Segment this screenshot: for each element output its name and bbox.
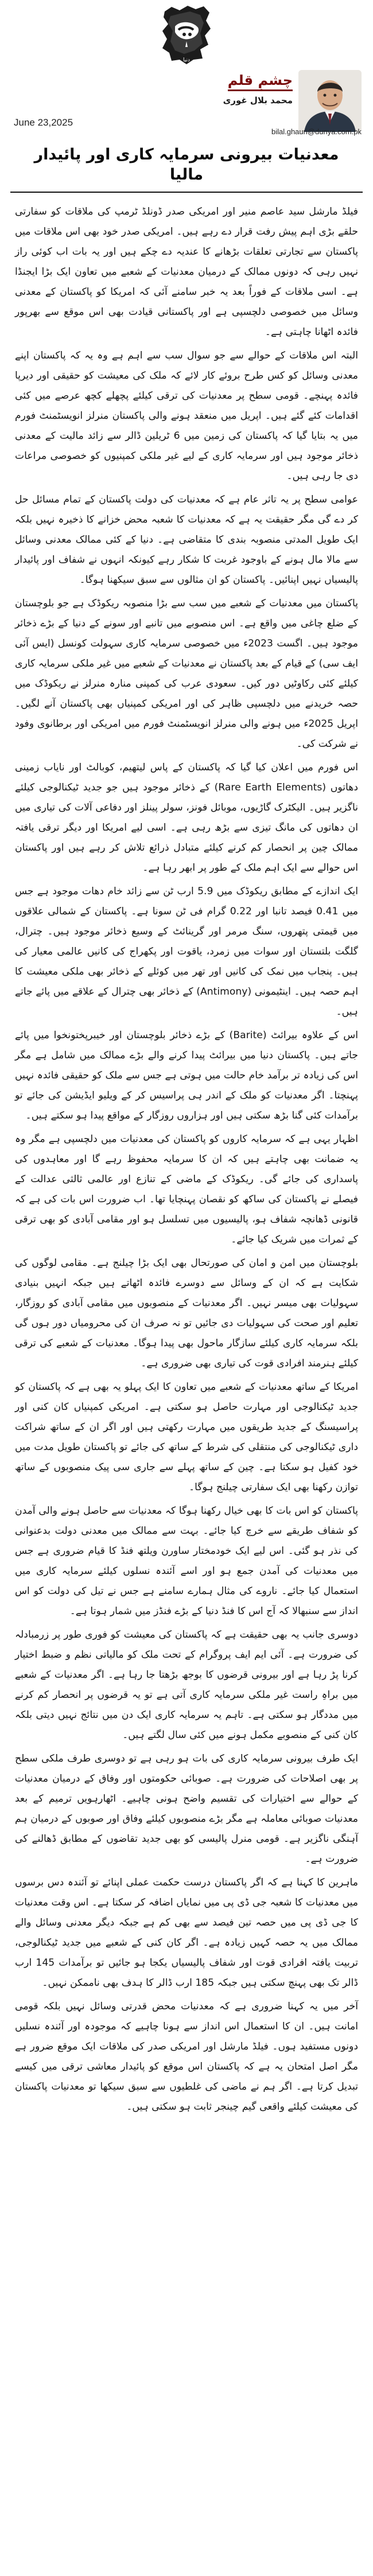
article-paragraph: فیلڈ مارشل سید عاصم منیر اور امریکی صدر ڈونلڈ ٹرمپ کی ملاقات کو سفارتی حلقے بڑی اہم پیش رفت قرار دے رہے ہیں۔ امریکی صدر خود بھی اس ملاقات میں پاکستان سے تجارتی تعلقات بڑھانے کا عندیہ دے چکے ہیں اور یہ بات اب کوئی راز نہیں رہی کہ دونوں ممالک کے درمیان معدنیات کے شعبے میں تعاون ایک بڑا ایجنڈا ہے۔ اسی ملاقات کے فوراً بعد یہ خبر سامنے آئی کہ امریکا کو پاکستان کے معدنی وسائل میں خصوصی دلچسپی ہے اور پاکستانی قیادت بھی اس موقع سے بھرپور فائدہ اٹھانا چاہتی ہے۔ (15, 206, 358, 338)
article-paragraph: اس کے علاوہ بیرائٹ (Barite) کے بڑے ذخائر بلوچستان اور خیبرپختونخوا میں پائے جاتے ہیں۔ پاکستان دنیا میں بیرائٹ پیدا کرنے والے بڑے ممالک میں شامل ہے مگر اس کی زیادہ تر برآمد خام حالت میں ہوتی ہے جس سے ملک کو حقیقی فائدہ نہیں پہنچتا۔ اگر معدنیات کو ملک کے اندر ہی پراسیس کر کے ویلیو ایڈیشن کی جائے تو برآمدات کئی گنا بڑھ سکتی ہیں اور ہزاروں روزگار کے مواقع پیدا ہو سکتے ہیں۔ (15, 1030, 358, 1122)
article-paragraph: ایک طرف بیرونی سرمایہ کاری کی بات ہو رہی ہے تو دوسری طرف ملکی سطح پر بھی اصلاحات کی ضرورت ہے۔ صوبائی حکومتوں اور وفاق کے درمیان معدنیات کے حوالے سے اختیارات کی تقسیم واضح ہونی چاہیے۔ اٹھارہویں ترمیم کے بعد معدنیات صوبائی معاملہ ہے مگر بڑے منصوبوں کیلئے وفاق اور صوبوں کے درمیان ہم آہنگی ناگزیر ہے۔ قومی منرل پالیسی کو بھی جدید تقاضوں کے مطابق ڈھالنے کی ضرورت ہے۔ (15, 1753, 358, 1865)
article-paragraph: آخر میں یہ کہنا ضروری ہے کہ معدنیات محض قدرتی وسائل نہیں بلکہ قومی امانت ہیں۔ ان کا استعمال اس انداز سے ہونا چاہیے کہ موجودہ اور آئندہ نسلیں دونوں مستفید ہوں۔ فیلڈ مارشل اور امریکی صدر کی ملاقات ایک موقع ضرور ہے مگر اصل امتحان یہ ہے کہ پاکستان اس موقع کو پائیدار معاشی ترقی میں کیسے تبدیل کرتا ہے۔ اگر ہم نے ماضی کی غلطیوں سے سبق سیکھا تو معدنیات پاکستان کی معیشت کیلئے واقعی گیم چینجر ثابت ہو سکتی ہیں۔ (15, 2001, 358, 2113)
newspaper-logo (160, 3, 213, 65)
article-paragraph: پاکستان میں معدنیات کے شعبے میں سب سے بڑا منصوبہ ریکوڈک ہے جو بلوچستان کے ضلع چاغی میں واقع ہے۔ اس منصوبے میں تانبے اور سونے کے دنیا کے بڑے ذخائر موجود ہیں۔ اگست 2023ء میں خصوصی سرمایہ کاری سہولت کونسل (ایس آئی ایف سی) کے قیام کے بعد پاکستان نے معدنیات کے شعبے میں غیر ملکی سرمایہ کاری کیلئے کئی رکاوٹیں دور کیں۔ سعودی عرب کی کمپنی منارہ منرلز نے ریکوڈک میں حصہ خریدنے میں دلچسپی ظاہر کی اور امریکی کمپنیاں بھی پاکستان آنے لگیں۔ اپریل 2025ء میں ہونے والی منرلز انویسٹمنٹ فورم میں امریکی اور برطانوی وفود نے شرکت کی۔ (15, 598, 359, 750)
article-paragraph: بلوچستان میں امن و امان کی صورتحال بھی ایک بڑا چیلنج ہے۔ مقامی لوگوں کی شکایت ہے کہ ان کے وسائل سے دوسرے فائدہ اٹھاتے ہیں جبکہ انہیں بنیادی سہولیات بھی میسر نہیں۔ اگر معدنیات کے منصوبوں میں مقامی آبادی کو روزگار، تعلیم اور صحت کی سہولیات دی جائیں تو نہ صرف ان کی محرومیاں دور ہوں گی بلکہ سرمایہ کاری کیلئے سازگار ماحول بھی پیدا ہوگا۔ معدنیات کے شعبے کی ترقی کیلئے ہنرمند افرادی قوت کی تیاری بھی ضروری ہے۔ (15, 1257, 358, 1370)
article-paragraph: البتہ اس ملاقات کے حوالے سے جو سوال سب سے اہم ہے وہ یہ کہ پاکستان اپنے معدنی وسائل کو کس طرح بروئے کار لائے کہ ملک کی معیشت کو حقیقی اور دیرپا فائدہ پہنچے۔ قومی سطح پر معدنیات کی ترقی کیلئے پچھلے کچھ عرصے میں کئی اقدامات کئے گئے ہیں۔ اپریل میں منعقد ہونے والی پاکستان منرلز انویسٹمنٹ فورم میں یہ بتایا گیا کہ پاکستان کی زمین میں 6 ٹریلین ڈالر سے زائد مالیت کے معدنی ذخائر موجود ہیں اور سرمایہ کاری کے لیے غیر ملکی کمپنیوں کو خصوصی مراعات دی جا رہی ہیں۔ (15, 350, 358, 482)
article-paragraph: ماہرین کا کہنا ہے کہ اگر پاکستان درست حکمت عملی اپنائے تو آئندہ دس برسوں میں معدنیات کا شعبہ جی ڈی پی میں نمایاں اضافہ کر سکتا ہے۔ اس وقت معدنیات کا جی ڈی پی میں حصہ تین فیصد سے بھی کم ہے جبکہ دیگر معدنی وسائل والے ممالک میں یہ حصہ کہیں زیادہ ہے۔ اگر کان کنی کے شعبے میں جدید ٹیکنالوجی، تربیت یافتہ افرادی قوت اور شفاف پالیسیاں یکجا ہو جائیں تو برآمدات 145 ارب ڈالر تک بھی پہنچ سکتی ہیں جبکہ 185 ارب ڈالر کا ہدف بھی ناممکن نہیں۔ (15, 1877, 358, 1989)
column-name-underline (228, 89, 293, 91)
author-photo (298, 70, 362, 132)
publication-date: June 23,2025 (14, 117, 73, 128)
article-paragraph: دوسری جانب یہ بھی حقیقت ہے کہ پاکستان کی معیشت کو فوری طور پر زرمبادلہ کی ضرورت ہے۔ آئی ایم ایف پروگرام کے تحت ملک کو مالیاتی نظم و ضبط اختیار کرنا پڑ رہا ہے اور بیرونی قرضوں کا بوجھ بڑھتا جا رہا ہے۔ اگر معدنیات کے شعبے میں براہِ راست غیر ملکی سرمایہ کاری آتی ہے تو یہ قرضوں پر انحصار کم کرنے میں مددگار ہو سکتی ہے۔ تاہم یہ سرمایہ کاری ایک دن میں نتائج نہیں دیتی بلکہ کان کنی کے منصوبے مکمل ہونے میں کئی سال لگتے ہیں۔ (15, 1629, 358, 1741)
article-paragraph: پاکستان کو اس بات کا بھی خیال رکھنا ہوگا کہ معدنیات سے حاصل ہونے والی آمدن کو شفاف طریقے سے خرچ کیا جائے۔ بہت سے ممالک میں معدنی دولت بدعنوانی کی نذر ہو گئی۔ اس لیے ایک خودمختار ساورن ویلتھ فنڈ کا قیام ضروری ہے جس میں معدنیات کی آمدن جمع ہو اور اسے آئندہ نسلوں کیلئے سرمایہ کاری میں استعمال کیا جائے۔ ناروے کی مثال ہمارے سامنے ہے جس نے تیل کی دولت کو اس انداز سے سنبھالا کہ آج اس کا فنڈ دنیا کے بڑے فنڈز میں شمار ہوتا ہے۔ (15, 1505, 358, 1618)
headline-container (10, 137, 363, 193)
column-name (228, 72, 293, 91)
author-email[interactable]: bilal.ghauri@dunya.com.pk (271, 127, 362, 136)
author-portrait-icon (298, 70, 362, 132)
logo-text: دنیا (183, 57, 190, 63)
column-name-text: چشمِ قلم (227, 72, 293, 88)
article-paragraph: ایک اندازے کے مطابق ریکوڈک میں 5.9 ارب ٹن سے زائد خام دھات موجود ہے جس میں 0.41 فیصد تانبا اور 0.22 گرام فی ٹن سونا ہے۔ پاکستان کے شمالی علاقوں میں قیمتی پتھروں، سنگ مرمر اور گرینائٹ کے وسیع ذخائر موجود ہیں۔ چترال، گلگت بلتستان اور سوات میں زمرد، یاقوت اور پکھراج کی کانیں عالمی معیار کی ہیں۔ پنجاب میں نمک کی کانیں اور تھر میں کوئلے کے ذخائر بھی ملکی معیشت کا اہم حصہ ہیں۔ اینٹیمونی (Antimony) کے ذخائر بھی چترال کے علاقے میں پائے جاتے ہیں۔ (15, 886, 358, 1018)
author-name: محمد بلال غوری (223, 95, 293, 106)
article-paragraph: اظہار یہی ہے کہ سرمایہ کاروں کو پاکستان کی معدنیات میں دلچسپی ہے مگر وہ یہ ضمانت بھی چاہتے ہیں کہ ان کا سرمایہ محفوظ رہے گا اور معاہدوں کی پاسداری کی جائے گی۔ ریکوڈک کے ماضی کے تنازع اور عالمی ثالثی عدالت کے فیصلے نے پاکستان کی ساکھ کو نقصان پہنچایا تھا۔ اب ضرورت اس بات کی ہے کہ قانونی ڈھانچہ شفاف ہو، پالیسیوں میں تسلسل ہو اور مقامی آبادی کو بھی ترقی کے ثمرات میں شریک کیا جائے۔ (15, 1133, 358, 1246)
article-paragraph: اس فورم میں اعلان کیا گیا کہ پاکستان کے پاس لیتھیم، کوبالٹ اور نایاب زمینی دھاتوں (Rare Earth Elements) کے ذخائر موجود ہیں جو جدید ٹیکنالوجی کیلئے ناگزیر ہیں۔ الیکٹرک گاڑیوں، موبائل فونز، سولر پینلز اور دفاعی آلات کی تیاری میں ان دھاتوں کی مانگ تیزی سے بڑھ رہی ہے۔ اسی لیے امریکا اور دیگر ترقی یافتہ ممالک چین پر انحصار کم کرنے کیلئے متبادل ذرائع تلاش کر رہے ہیں اور پاکستان اس حوالے سے ایک اہم ملک کے طور پر ابھر رہا ہے۔ (15, 762, 358, 874)
article-headline: معدنیات بیرونی سرمایہ کاری اور پائیدار مالیا (34, 146, 339, 184)
article-body (0, 193, 373, 2117)
article-paragraph: امریکا کے ساتھ معدنیات کے شعبے میں تعاون کا ایک پہلو یہ بھی ہے کہ پاکستان کو جدید ٹیکنالوجی اور مہارت حاصل ہو سکتی ہے۔ امریکی کمپنیاں کان کنی اور پراسیسنگ کے جدید طریقوں میں مہارت رکھتی ہیں اور اگر ان کے ساتھ شراکت داری ٹیکنالوجی کی منتقلی کی شرط کے ساتھ کی جائے تو پاکستان طویل مدت میں خود کفیل ہو سکتا ہے۔ چین کے ساتھ پہلے سے جاری سی پیک منصوبوں کے ساتھ توازن رکھنا بھی ایک سفارتی چیلنج ہوگا۔ (15, 1381, 358, 1494)
article-paragraph: عوامی سطح پر یہ تاثر عام ہے کہ معدنیات کی دولت پاکستان کے تمام مسائل حل کر دے گی مگر حقیقت یہ ہے کہ معدنیات کا شعبہ محض خزانے کا ذخیرہ نہیں بلکہ ایک طویل المدتی منصوبہ بندی کا متقاضی ہے۔ دنیا کے کئی ممالک معدنی وسائل سے مالا مال ہونے کے باوجود غربت کا شکار رہے کیونکہ انہوں نے شفاف اور پائیدار پالیسیاں نہیں اپنائیں۔ پاکستان کو ان مثالوں سے سبق سیکھنا ہوگا۔ (15, 494, 358, 586)
byline (0, 68, 373, 137)
masthead (0, 0, 373, 68)
